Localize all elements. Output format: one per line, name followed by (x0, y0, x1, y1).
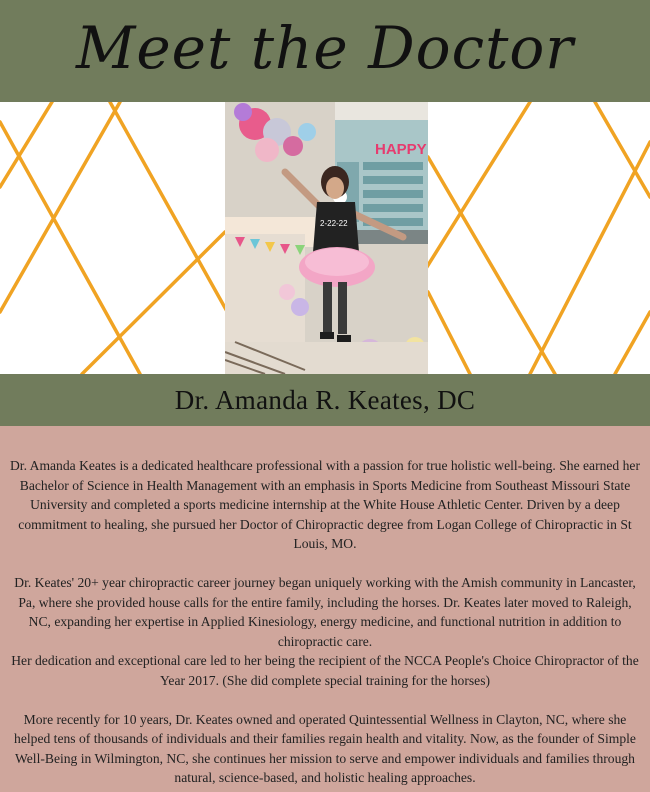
bio-section (0, 426, 650, 792)
bio-paragraph-career (6, 573, 644, 691)
doctor-name: Dr. Amanda R. Keates, DC (174, 384, 476, 415)
name-banner (0, 374, 650, 426)
bio-paragraph-education: Dr. Amanda Keates is a dedicated healthcare professional with a passion for true holistic well-being. She earned her Bachelor of Science in Health Management with an emphasis in Sports Medicine from Southeast Missouri State University and completed a sports medicine internship at the White House Athletic Center. Driven by a deep commitment to healing, she pursued her Doctor of Chiropractic degree from Logan College of Chiropractic in St Louis, MO. (9, 458, 640, 552)
doctor-photo (225, 102, 428, 374)
bio-paragraph-award-text: Her dedication and exceptional care led to her being the recipient of the NCCA People's Choice Chiropractor of the Year 2017. (She did complete special training for the horses) (11, 653, 639, 688)
page-title: Meet the Doctor (75, 14, 575, 82)
shirt-date: 2-22-22 (320, 219, 348, 228)
header-banner (0, 0, 650, 102)
balloon-banner: HAPPY (375, 141, 427, 158)
bio-paragraph-career-text: Dr. Keates' 20+ year chiropractic career journey began uniquely working with the Amish community in Lancaster, Pa, where she provided house calls for the entire family, including the horses. Dr. Keates later moved to Raleigh, NC, expanding her expertise in Applied Kinesiology, energy medicine, and functional nutrition in addition to chiropractic care. (14, 574, 636, 649)
doctor-photo-illustration (225, 102, 428, 374)
bio-paragraph-recent: More recently for 10 years, Dr. Keates owned and operated Quintessential Wellness in Clayton, NC, where she helped tens of thousands of individuals and their families regain health and vitality. Now, as the founder of Simple Well-Being in Wilmington, NC, she continues her mission to serve and empower individuals and families through natural, science-based, and holistic healing approaches. (14, 711, 636, 786)
